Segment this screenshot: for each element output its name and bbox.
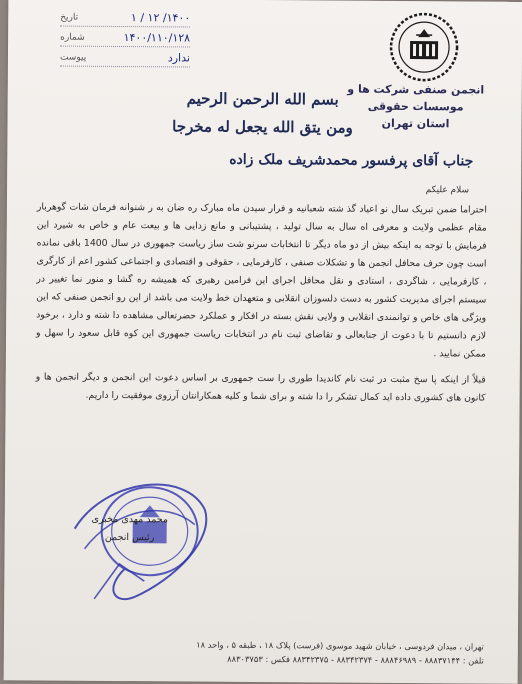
quran-verse: ومن یتق الله یجعل له مخرجا bbox=[137, 117, 387, 137]
association-logo-icon bbox=[388, 11, 461, 84]
date-value: ۱۴۰۰/ ۱۲ / ۱ bbox=[131, 11, 190, 24]
org-name-line1: انجمن صنفی شرکت ها و موسسات حقوقی bbox=[346, 81, 486, 116]
greeting: سلام علیکم bbox=[426, 185, 469, 195]
number-label: شماره bbox=[60, 32, 85, 42]
signature-block bbox=[55, 511, 205, 548]
letter-metadata bbox=[60, 9, 190, 70]
org-name-line2: استان تهران bbox=[345, 115, 485, 133]
signatory-title: رئیس انجمن bbox=[55, 529, 205, 548]
signatory-name: محمد مهدی مخبری bbox=[55, 511, 205, 530]
footer-address: تهران ، میدان فردوسی ، خیابان شهید موسوی (فرست) پلاک ۱۸ ، طبقه ۵ ، واحد ۱۸ bbox=[44, 636, 484, 653]
date-row bbox=[60, 9, 190, 28]
attachment-row bbox=[60, 49, 190, 68]
letter-body bbox=[36, 198, 487, 407]
footer-phones: تلفن : ۸۸۸۳۷۱۴۴ - ۸۸۸۴۶۹۸۹ - ۸۸۳۴۲۳۷۴ - ۸۸۳۴۲۳۷۵ فکس : ۸۸۳۰۳۷۵۳ bbox=[44, 650, 484, 667]
attachment-label: پیوست bbox=[60, 52, 86, 62]
letter-paper bbox=[4, 0, 522, 684]
recipient-line: جناب آقای پرفسور محمدشریف ملک زاده bbox=[53, 151, 473, 170]
attachment-value: ندارد bbox=[168, 51, 190, 64]
number-value: ۱۴۰۰/۱۱۰/۱۲۸ bbox=[124, 31, 191, 44]
date-label: تاریخ bbox=[60, 12, 78, 22]
body-paragraph-2: قبلاً از اینکه پا سخ مثبت در ثبت نام کاندیدا طوری را ست جمهوری بر اساس دعوت این انجمن و دیگر انجمن ها و کانون های کشوری داده اید کمال تشکر را دا شته و برای شما و کلیه همکارانتان آرزوی موفقیت را داریم. bbox=[36, 368, 486, 407]
letterhead-footer bbox=[44, 636, 484, 667]
body-paragraph-1: احتراما ضمن تبریک سال نو اعیاد گذ شته شعبانیه و فرار سیدن ماه مبارک ره ضان به ر شنوانه فرمان شات گوهربار مقام عظمی ولایت و معرفی اه سال به سال تولید ، پشتیبانی و مانع زدایی ها و بیعت عام و خاص به شیرد این فرمایش با توجه به اینکه بیش از دو ماه دیگر تا انتخابات سرنو شت ساز ریاست جمهوری در سال 1400 باقی نمانده است چون حرف محافل انجمن ها و تشکلات صنفی ، کارفرمایی ، حقوقی و اقتصادی و اجتماعی کشور اعم از کارگری ، کارفرمایی ، شاگردی ، استادی و نقل محافل اجرای این فرامین رهبری که همیشه ره گشا و منور نما تغییر در سیستم اجرای مدیریت کشور به دست دلسوزان انقلابی و متعهدان خط ولایت می باشد از این رو انجمن صنفی که این ویژگی های خاص و توانمندی انقلابی و ولایی نقش بسته در افکار و عملکرد حضرتعالی مشاهده دا شته و دارد ، برخود لازم دانستیم تا با دعوت از جنابعالی و تقاضای ثبت نام در انتخابات ریاست جمهوری این کوه قابل سعود را سهل و ممکن نمایید . bbox=[36, 198, 487, 363]
bismillah-heading: بسم الله الرحمن الرحیم bbox=[138, 89, 388, 109]
number-row bbox=[60, 29, 190, 48]
